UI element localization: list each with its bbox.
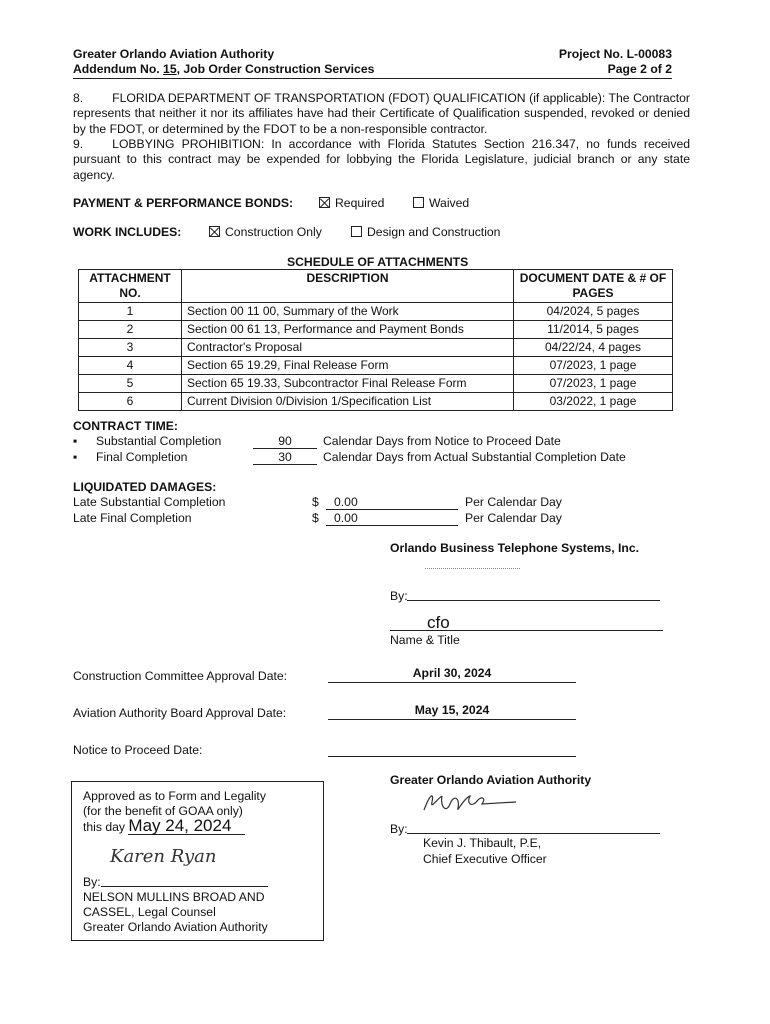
clause-8: 8. FLORIDA DEPARTMENT OF TRANSPORTATION (FDOT) QUALIFICATION (if applicable): The Contractor represents that neither it nor its affiliates have had their Certificate of Qualification suspended, revoked or denied by the FDOT, or determined by the FDOT to be a non-responsible contractor. [73,91,690,136]
bullet-icon: ▪ [73,434,78,448]
table-row [79,357,673,375]
bonds-label: PAYMENT & PERFORMANCE BONDS: [73,196,294,210]
date-pages-cell: 04/22/24, 4 pages [514,339,673,357]
damages-amount: 0.00 [326,495,458,510]
checked-box-icon[interactable] [319,197,330,208]
legal-approval-text: Approved as to Form and Legality (for the benefit of GOAA only) this day May 24, 2024 [83,789,266,835]
bonds-required-option[interactable]: Required [319,196,384,210]
authority-signature-line[interactable] [407,833,660,834]
bullet-icon: ▪ [73,450,78,464]
authority-signature-icon [420,788,520,818]
committee-approval-label: Construction Committee Approval Date: [73,669,288,683]
contract-time-label: CONTRACT TIME: [73,419,178,433]
attachment-no-cell: 4 [79,357,182,375]
ntp-label: Notice to Proceed Date: [73,743,203,757]
legal-signature: Karen Ryan [110,846,217,867]
header-org: Greater Orlando Aviation Authority [73,47,275,61]
col-header-date-pages: DOCUMENT DATE & # OF PAGES [514,270,673,303]
bonds-waived-option[interactable]: Waived [413,196,469,210]
legal-firm: NELSON MULLINS BROAD AND CASSEL, Legal Counsel Greater Orlando Aviation Authority [83,890,268,934]
legal-approval-box [71,781,324,941]
date-pages-cell: 11/2014, 5 pages [514,321,673,339]
header-addendum: Addendum No. 15, Job Order Construction Services [73,62,375,76]
contractor-company: Orlando Business Telephone Systems, Inc. [390,541,640,555]
date-pages-cell: 07/2023, 1 page [514,357,673,375]
header-project: Project No. L-00083 [558,47,672,61]
header-page: Page 2 of 2 [607,62,672,76]
ntp-date-line[interactable] [328,756,576,757]
attachment-no-cell: 1 [79,303,182,321]
unchecked-box-icon[interactable] [413,197,424,208]
contract-days: 90 [253,434,317,449]
table-row [79,339,673,357]
authority-signer-name: Kevin J. Thibault, P.E, [423,836,542,850]
col-header-description: DESCRIPTION [182,270,514,303]
col-header-attachment: ATTACHMENT NO. [79,270,182,303]
name-title-label: Name & Title [390,633,460,647]
date-pages-cell: 03/2022, 1 page [514,393,673,411]
date-pages-cell: 04/2024, 5 pages [514,303,673,321]
contract-days: 30 [253,450,317,465]
committee-approval-date: April 30, 2024 [412,666,492,680]
description-cell: Current Division 0/Division 1/Specification List [182,393,514,411]
description-cell: Section 00 61 13, Performance and Payment Bonds [182,321,514,339]
contractor-by-label: By: [390,589,408,603]
description-cell: Section 00 11 00, Summary of the Work [182,303,514,321]
date-pages-cell: 07/2023, 1 page [514,375,673,393]
description-cell: Contractor's Proposal [182,339,514,357]
schedule-title: SCHEDULE OF ATTACHMENTS [287,255,469,269]
contractor-name-line[interactable] [390,630,663,631]
contractor-title-value: cfo [427,613,450,632]
table-row [79,375,673,393]
board-approval-label: Aviation Authority Board Approval Date: [73,706,287,720]
table-row [79,393,673,411]
table-row [79,321,673,339]
esign-stamp [425,568,520,569]
description-cell: Section 65 19.33, Subcontractor Final Release Form [182,375,514,393]
checked-box-icon[interactable] [209,226,220,237]
clause-9: 9. LOBBYING PROHIBITION: In accordance with Florida Statutes Section 216.347, no funds received pursuant to this contract may be expended for lobbying the Florida Legislature, judicial branch or any state agency. [73,137,690,182]
header-rule [73,78,672,79]
table-row [79,303,673,321]
legal-signature-line[interactable] [101,886,268,887]
legal-by-label: By: [83,875,101,889]
authority-signer-title: Chief Executive Officer [423,852,547,866]
contractor-signature-line[interactable] [407,600,660,601]
authority-by-label: By: [390,822,408,836]
board-date-line [328,719,576,720]
unchecked-box-icon[interactable] [351,226,362,237]
work-construction-only-option[interactable]: Construction Only [209,225,322,239]
committee-date-line [328,682,576,683]
attachment-no-cell: 3 [79,339,182,357]
damages-amount: 0.00 [326,511,458,526]
attachment-no-cell: 2 [79,321,182,339]
damages-label: LIQUIDATED DAMAGES: [73,480,217,494]
attachment-no-cell: 6 [79,393,182,411]
description-cell: Section 65 19.29, Final Release Form [182,357,514,375]
board-approval-date: May 15, 2024 [414,703,490,717]
authority-title: Greater Orlando Aviation Authority [390,773,592,787]
legal-date: May 24, 2024 [128,818,245,835]
attachment-no-cell: 5 [79,375,182,393]
schedule-table [78,269,673,411]
work-design-construction-option[interactable]: Design and Construction [351,225,500,239]
work-label: WORK INCLUDES: [73,225,182,239]
